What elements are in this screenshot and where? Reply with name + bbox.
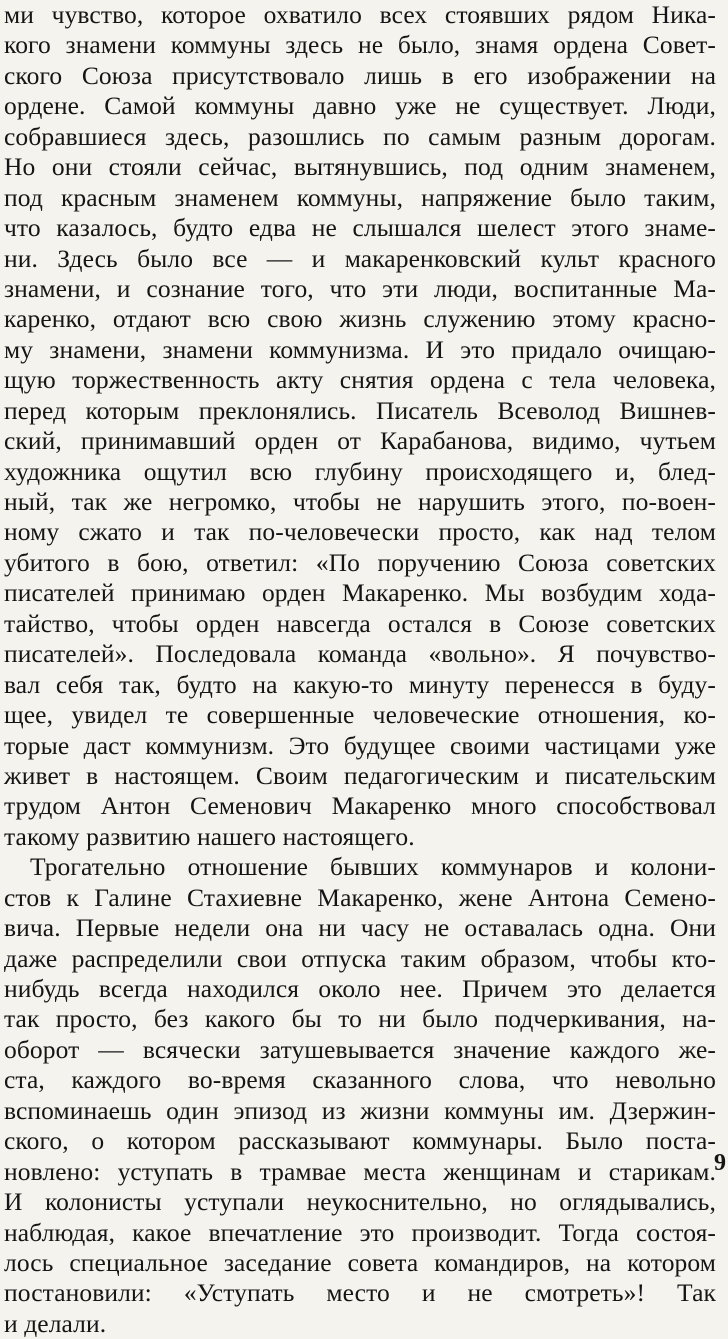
text-line: щее, увидел те совершенные человеческие отношения, ко- (4, 700, 716, 730)
text-line: стов к Галине Стахиевне Макаренко, жене Антона Семено- (4, 882, 716, 912)
text-line: Трогательно отношение бывших коммунаров и колони- (30, 852, 716, 882)
text-line: писателей принимаю орден Макаренко. Мы возбудим хода- (4, 578, 716, 608)
text-line: Но они стояли сейчас, вытянувшись, под одним знаменем, (4, 152, 716, 182)
text-line: художника ощутил всю глубину происходящего и, блед- (4, 456, 716, 486)
text-line: что казалось, будто едва не слышался шелест этого знаме- (4, 213, 716, 243)
text-line: ми чувство, которое охватило всех стоявших рядом Ника- (4, 0, 716, 29)
text-line: И колонисты уступали неукоснительно, но оглядывались, (4, 1187, 716, 1217)
text-line: так просто, без какого бы то ни было подчеркивания, на- (4, 1004, 716, 1034)
text-line: нибудь всегда находился около нее. Причем это делается (4, 974, 716, 1003)
text-line: му знамени, знамени коммунизма. И это придало очищаю- (4, 334, 716, 364)
text-line: ни. Здесь было все — и макаренковский культ красного (4, 243, 716, 273)
text-line: вал себя так, будто на какую-то минуту перенесся в буду- (4, 669, 716, 699)
text-line: щую торжественность акту снятия ордена с тела человека, (4, 365, 716, 395)
text-line: лось специальное заседание совета командиров, на котором (4, 1247, 716, 1277)
text-line: под красным знаменем коммуны, напряжение было таким, (4, 182, 716, 212)
text-line: ский, принимавший орден от Карабанова, видимо, чутьем (4, 426, 716, 456)
paragraph-2 (4, 852, 716, 1339)
text-line: каренко, отдают всю свою жизнь служению этому красно- (4, 304, 716, 334)
text-line: и делали. (4, 1308, 107, 1338)
text-line: оборот — всячески затушевывается значение каждого же- (4, 1034, 716, 1064)
text-line: торые даст коммунизм. Это будущее своими частицами уже (4, 730, 716, 760)
text-line: живет в настоящем. Своим педагогическим и писательским (4, 760, 716, 790)
text-line: ского Союза присутствовало лишь в его изображении на (4, 60, 716, 90)
text-line: постановили: «Уступать место и не смотреть»! Так (4, 1278, 716, 1308)
text-line: перед которым преклонялись. Писатель Всеволод Вишнев- (4, 395, 716, 425)
paragraph-1 (4, 0, 716, 852)
text-line: ордене. Самой коммуны давно уже не существует. Люди, (4, 91, 716, 121)
text-line: знамени, и сознание того, что эти люди, воспитанные Ма- (4, 273, 716, 303)
text-line: собравшиеся здесь, разошлись по самым разным дорогам. (4, 121, 716, 151)
text-line: тайство, чтобы орден навсегда остался в Союзе советских (4, 608, 716, 638)
text-line: писателей». Последовала команда «вольно». Я почувство- (4, 639, 716, 669)
text-line: ского, о котором рассказывают коммунары. Было поста- (4, 1126, 716, 1156)
text-line: убитого в бою, ответил: «По поручению Союза советских (4, 547, 716, 577)
text-line: ста, каждого во-время сказанного слова, что невольно (4, 1065, 716, 1095)
text-line: ный, так же негромко, чтобы не нарушить этого, по-воен- (4, 487, 716, 516)
text-line: кого знамени коммуны здесь не было, знамя ордена Совет- (4, 30, 716, 60)
text-line: новлено: уступать в трамвае места женщинам и старикам. (4, 1156, 716, 1186)
text-line: даже распределили свои отпуска таким образом, чтобы кто- (4, 943, 716, 973)
text-line: такому развитию нашего настоящего. (4, 821, 415, 851)
text-line: вича. Первые недели она ни часу не оставалась одна. Они (4, 913, 716, 943)
text-line: наблюдая, какое впечатление это производит. Тогда состоя- (4, 1217, 716, 1247)
text-line: трудом Антон Семенович Макаренко много способствовал (4, 791, 716, 821)
text-line: ному сжато и так по-человечески просто, как над телом (4, 517, 716, 547)
text-line: вспоминаешь один эпизод из жизни коммуны им. Дзержин- (4, 1095, 716, 1125)
page-number: 9 (714, 1150, 726, 1176)
